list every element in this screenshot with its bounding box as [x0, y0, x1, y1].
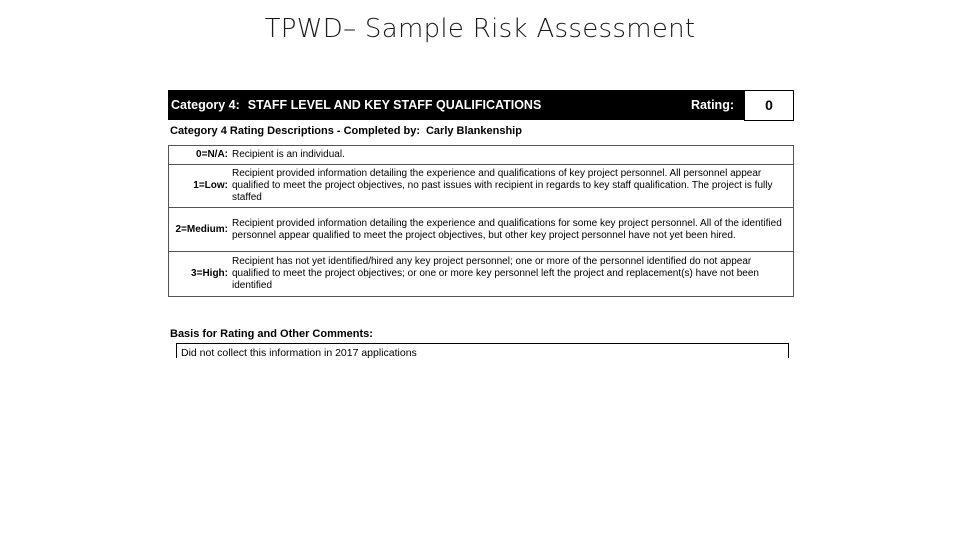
category-header [168, 90, 744, 120]
level-description-medium: Recipient provided information detailing the experience and qualifications for some key project personnel. All of the identified personnel appear qualified to meet the project objectives, but other key project personnel have not yet been hired. [230, 208, 794, 252]
table-row [169, 146, 794, 165]
level-label-medium: 2=Medium: [169, 208, 231, 252]
category-label: Category 4: [171, 98, 240, 112]
descriptions-heading [170, 125, 522, 137]
rating-value-field[interactable]: 0 [744, 90, 794, 121]
descriptions-heading-label: Category 4 Rating Descriptions - Completed by: [170, 125, 420, 137]
slide-title: TPWD– Sample Risk Assessment [264, 14, 696, 44]
level-description-low: Recipient provided information detailing the experience and qualifications of key project personnel. All personnel appear qualified to meet the project objectives, no past issues with recipient in regards to key staff qualification. The project is fully staffed [230, 165, 794, 208]
rating-descriptions-table [168, 145, 794, 297]
level-description-na: Recipient is an individual. [230, 146, 794, 165]
level-description-high: Recipient has not yet identified/hired any key project personnel; one or more of the personnel identified do not appear qualified to meet the project objectives; or one or more key personnel left the project and replacement(s) have not been identified [230, 252, 794, 297]
table-row [169, 208, 794, 252]
level-label-high: 3=High: [169, 252, 231, 297]
completed-by-name: Carly Blankenship [425, 125, 522, 137]
rating-label: Rating: [690, 98, 734, 112]
basis-comments-field[interactable]: Did not collect this information in 2017 applications [176, 343, 789, 358]
basis-heading: Basis for Rating and Other Comments: [170, 328, 373, 340]
category-name: STAFF LEVEL AND KEY STAFF QUALIFICATIONS [247, 98, 542, 112]
level-label-na: 0=N/A: [169, 146, 231, 165]
level-label-low: 1=Low: [169, 165, 231, 208]
table-row [169, 252, 794, 297]
risk-assessment-form [168, 90, 794, 358]
table-row [169, 165, 794, 208]
